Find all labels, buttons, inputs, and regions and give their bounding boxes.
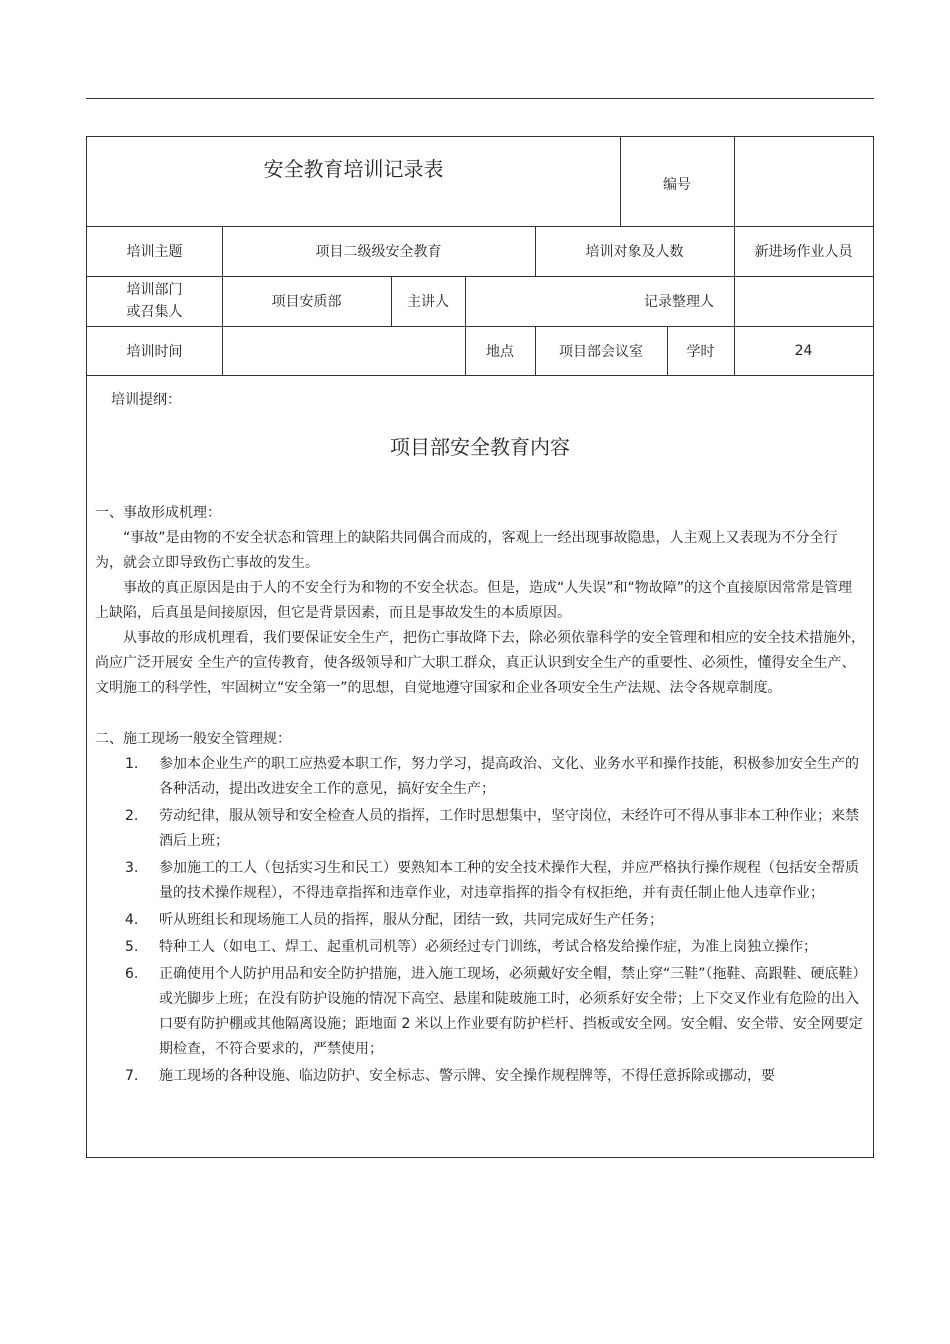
form-title: 安全教育培训记录表 [263, 156, 444, 181]
dept-value: 项目安质部 [271, 294, 342, 310]
dept-label-line2: 或召集人 [126, 304, 183, 320]
list-item-text: 施工现场的各种设施、临边防护、安全标志、警示牌、安全操作规程牌等，不得任意拆除或挪动，要 [159, 1068, 775, 1084]
training-record-form [86, 136, 874, 1158]
section-1-paragraph: 从事故的形成机理看，我们要保证安全生产，把伤亡事故降下去，除必须依靠科学的安全管理和相应的安全技术措施外，尚应广泛开展安 全生产的宣传教育，使各级领导和广大职工群众，真正认识到安全生产的重要性、必须性，懂得安全生产、文明施工的科学性，牢固树立“安全第一”的思想，自觉地遵守国家和企业各项安全生产法规、法令各规章制度。 [95, 630, 865, 696]
training-content [95, 427, 865, 1091]
serial-value [734, 137, 873, 226]
time-value [222, 326, 465, 375]
section-1-paragraph: “事故”是由物的不安全状态和管理上的缺陷共同偶合而成的，客观上一经出现事故隐患，人主观上又表现为不分全行为，就会立即导致伤亡事故的发生。 [95, 530, 838, 571]
place-value: 项目部会议室 [559, 343, 643, 360]
list-item-number: 4. [125, 912, 139, 928]
topic-label: 培训主题 [126, 244, 183, 260]
list-item-number: 6. [125, 966, 139, 982]
list-item-number: 5. [125, 939, 139, 955]
time-label: 培训时间 [126, 343, 183, 360]
recorder-value [734, 276, 873, 326]
list-item [95, 804, 865, 854]
dept-label-line1: 培训部门 [126, 282, 183, 298]
list-item-text: 特种工人（如电工、焊工、起重机司机等）必须经过专门训练，考试合格发给操作症，为准上岗独立操作； [159, 939, 817, 955]
list-item [95, 935, 865, 960]
section-2-heading: 二、施工现场一般安全管理规： [95, 731, 291, 747]
row-divider [87, 375, 873, 376]
list-item-text: 劳动纪律，服从领导和安全检查人员的指挥，工作时思想集中，坚守岗位，未经许可不得从事非本工种作业；来禁酒后上班； [159, 808, 859, 849]
content-title: 项目部安全教育内容 [390, 435, 570, 459]
list-item [95, 908, 865, 933]
speaker-label: 主讲人 [407, 294, 449, 310]
topic-value: 项目二级级安全教育 [315, 244, 442, 260]
list-item-number: 3. [125, 860, 139, 876]
hours-value: 24 [794, 342, 813, 359]
list-item-number: 7. [125, 1068, 139, 1084]
list-item [95, 962, 865, 1062]
list-item [95, 752, 865, 802]
speaker-value [465, 276, 624, 326]
list-item-text: 参加本企业生产的职工应热爱本职工作，努力学习，提高政治、文化、业务水平和操作技能，积极参加安全生产的各种活动，提出改进安全工作的意见，搞好安全生产； [159, 756, 859, 797]
audience-label: 培训对象及人数 [585, 244, 684, 260]
list-item-number: 1. [125, 756, 139, 772]
list-item-text: 正确使用个人防护用品和安全防护措施，进入施工现场，必须戴好安全帽，禁止穿“三鞋”（拖鞋、高跟鞋、硬底鞋）或光脚步上班；在没有防护设施的情况下高空、悬崖和陡玻施工时，必须系好安全带；上下交叉作业有危险的出入口要有防护棚或其他隔离设施；距地面 2 米以上作业要有防护栏杆、挡板或安全网。安全帽、安全带、安全网要定期检查，不符合要求的，严禁使用； [159, 966, 863, 1057]
list-item-text: 参加施工的工人（包括实习生和民工）要熟知本工种的安全技术操作大程，并应严格执行操作规程（包括安全帮质量的技术操作规程），不得违章指挥和违章作业，对违章指挥的指令有权拒绝，并有责任制止他人违章作业； [159, 860, 859, 901]
list-item-number: 2. [125, 808, 139, 824]
section-1-heading: 一、事故形成机理： [95, 505, 221, 521]
audience-value: 新进场作业人员 [754, 244, 853, 260]
dept-label [87, 276, 222, 326]
place-label: 地点 [486, 343, 514, 360]
list-item-text: 听从班组长和现场施工人员的指挥，服从分配，团结一致，共同完成好生产任务； [159, 912, 663, 928]
section-2 [95, 727, 865, 1089]
section-1 [95, 501, 865, 701]
section-1-paragraph: 事故的真正原因是由于人的不安全行为和物的不安全状态。但是，造成“人失误”和“物故障”的这个直接原因常常是管理上缺陷，后真虽是间接原因，但它是背景因素，而且是事故发生的本质原因。 [95, 580, 853, 621]
top-rule [86, 98, 874, 99]
list-item [95, 1064, 865, 1089]
serial-label: 编号 [663, 177, 691, 193]
outline-label: 培训提纲： [111, 392, 181, 408]
hours-label: 学时 [686, 343, 715, 360]
recorder-label: 记录整理人 [644, 294, 714, 310]
list-item [95, 856, 865, 906]
